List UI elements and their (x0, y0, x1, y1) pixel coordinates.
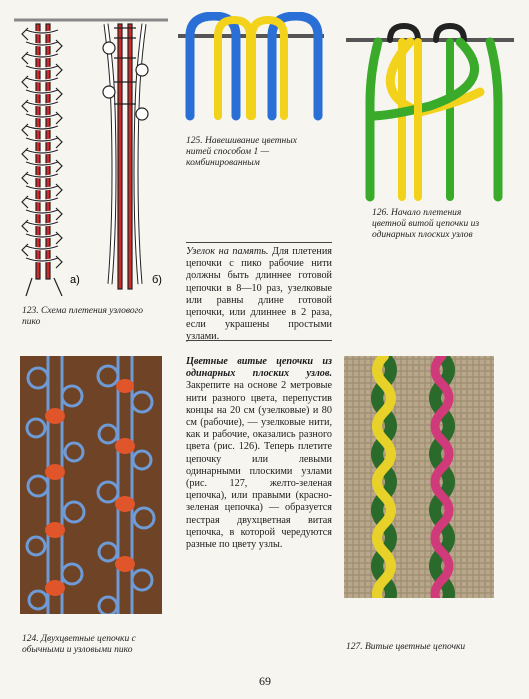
fig124-photo (20, 356, 162, 614)
chain-a (22, 24, 62, 296)
memo-body: Для плетения цепочки с пико рабочие нити должны быть длиннее готовой цепочки в 8—10 раз, узелковые или равны длине готовой цепочки, или длиннее в 2 раза, если украшены простыми узлами. (186, 246, 332, 343)
memo-top-rule (186, 242, 332, 243)
fig123-label-a: а) (70, 274, 80, 286)
article-lead: Цветные витые цепочки из одинарных плоских узлов. (186, 356, 332, 380)
fig125-diagram (176, 12, 326, 122)
fig123-diagram (6, 8, 176, 298)
fig125-caption: 125. Навешивание цветных нитей способом 1 — комбинированным (186, 136, 297, 168)
memo-bottom-rule (186, 340, 332, 341)
fig126-diagram (340, 22, 520, 202)
fig127-photo (344, 356, 494, 598)
fig123-caption: 123. Схема плетения узлового пико (22, 306, 144, 327)
article-body: Закрепите на основе 2 метровые нити разного цвета, перепустив концы на 20 см (узелковые) и 80 см (рабочие), — узелковые нити, как и рабочие, оказались разного цвета (рис. 126). Теперь плетите цепочку или левыми одинарными плоскими узлами (рис. 127, желто-зеленая цепочка), или правыми (красно-зеленая цепочка) — образуется пестрая двухцветная витая цепочка, в которой чередуются разные по цвету узлы. (186, 380, 332, 551)
fig127-caption: 127. Витые цветные цепочки (346, 642, 466, 652)
article-text (186, 356, 332, 551)
fig126-caption: 126. Начало плетения цветной витой цепочки из одинарных плоских узлов (372, 208, 480, 240)
memo-text (186, 246, 332, 344)
page-number: 69 (259, 674, 271, 688)
memo-lead: Узелок на память. (186, 246, 269, 257)
chain-b (103, 24, 148, 289)
fig123-label-b: б) (152, 274, 162, 286)
fig124-caption: 124. Двухцветные цепочки с обычными и узловыми пико (22, 634, 136, 655)
